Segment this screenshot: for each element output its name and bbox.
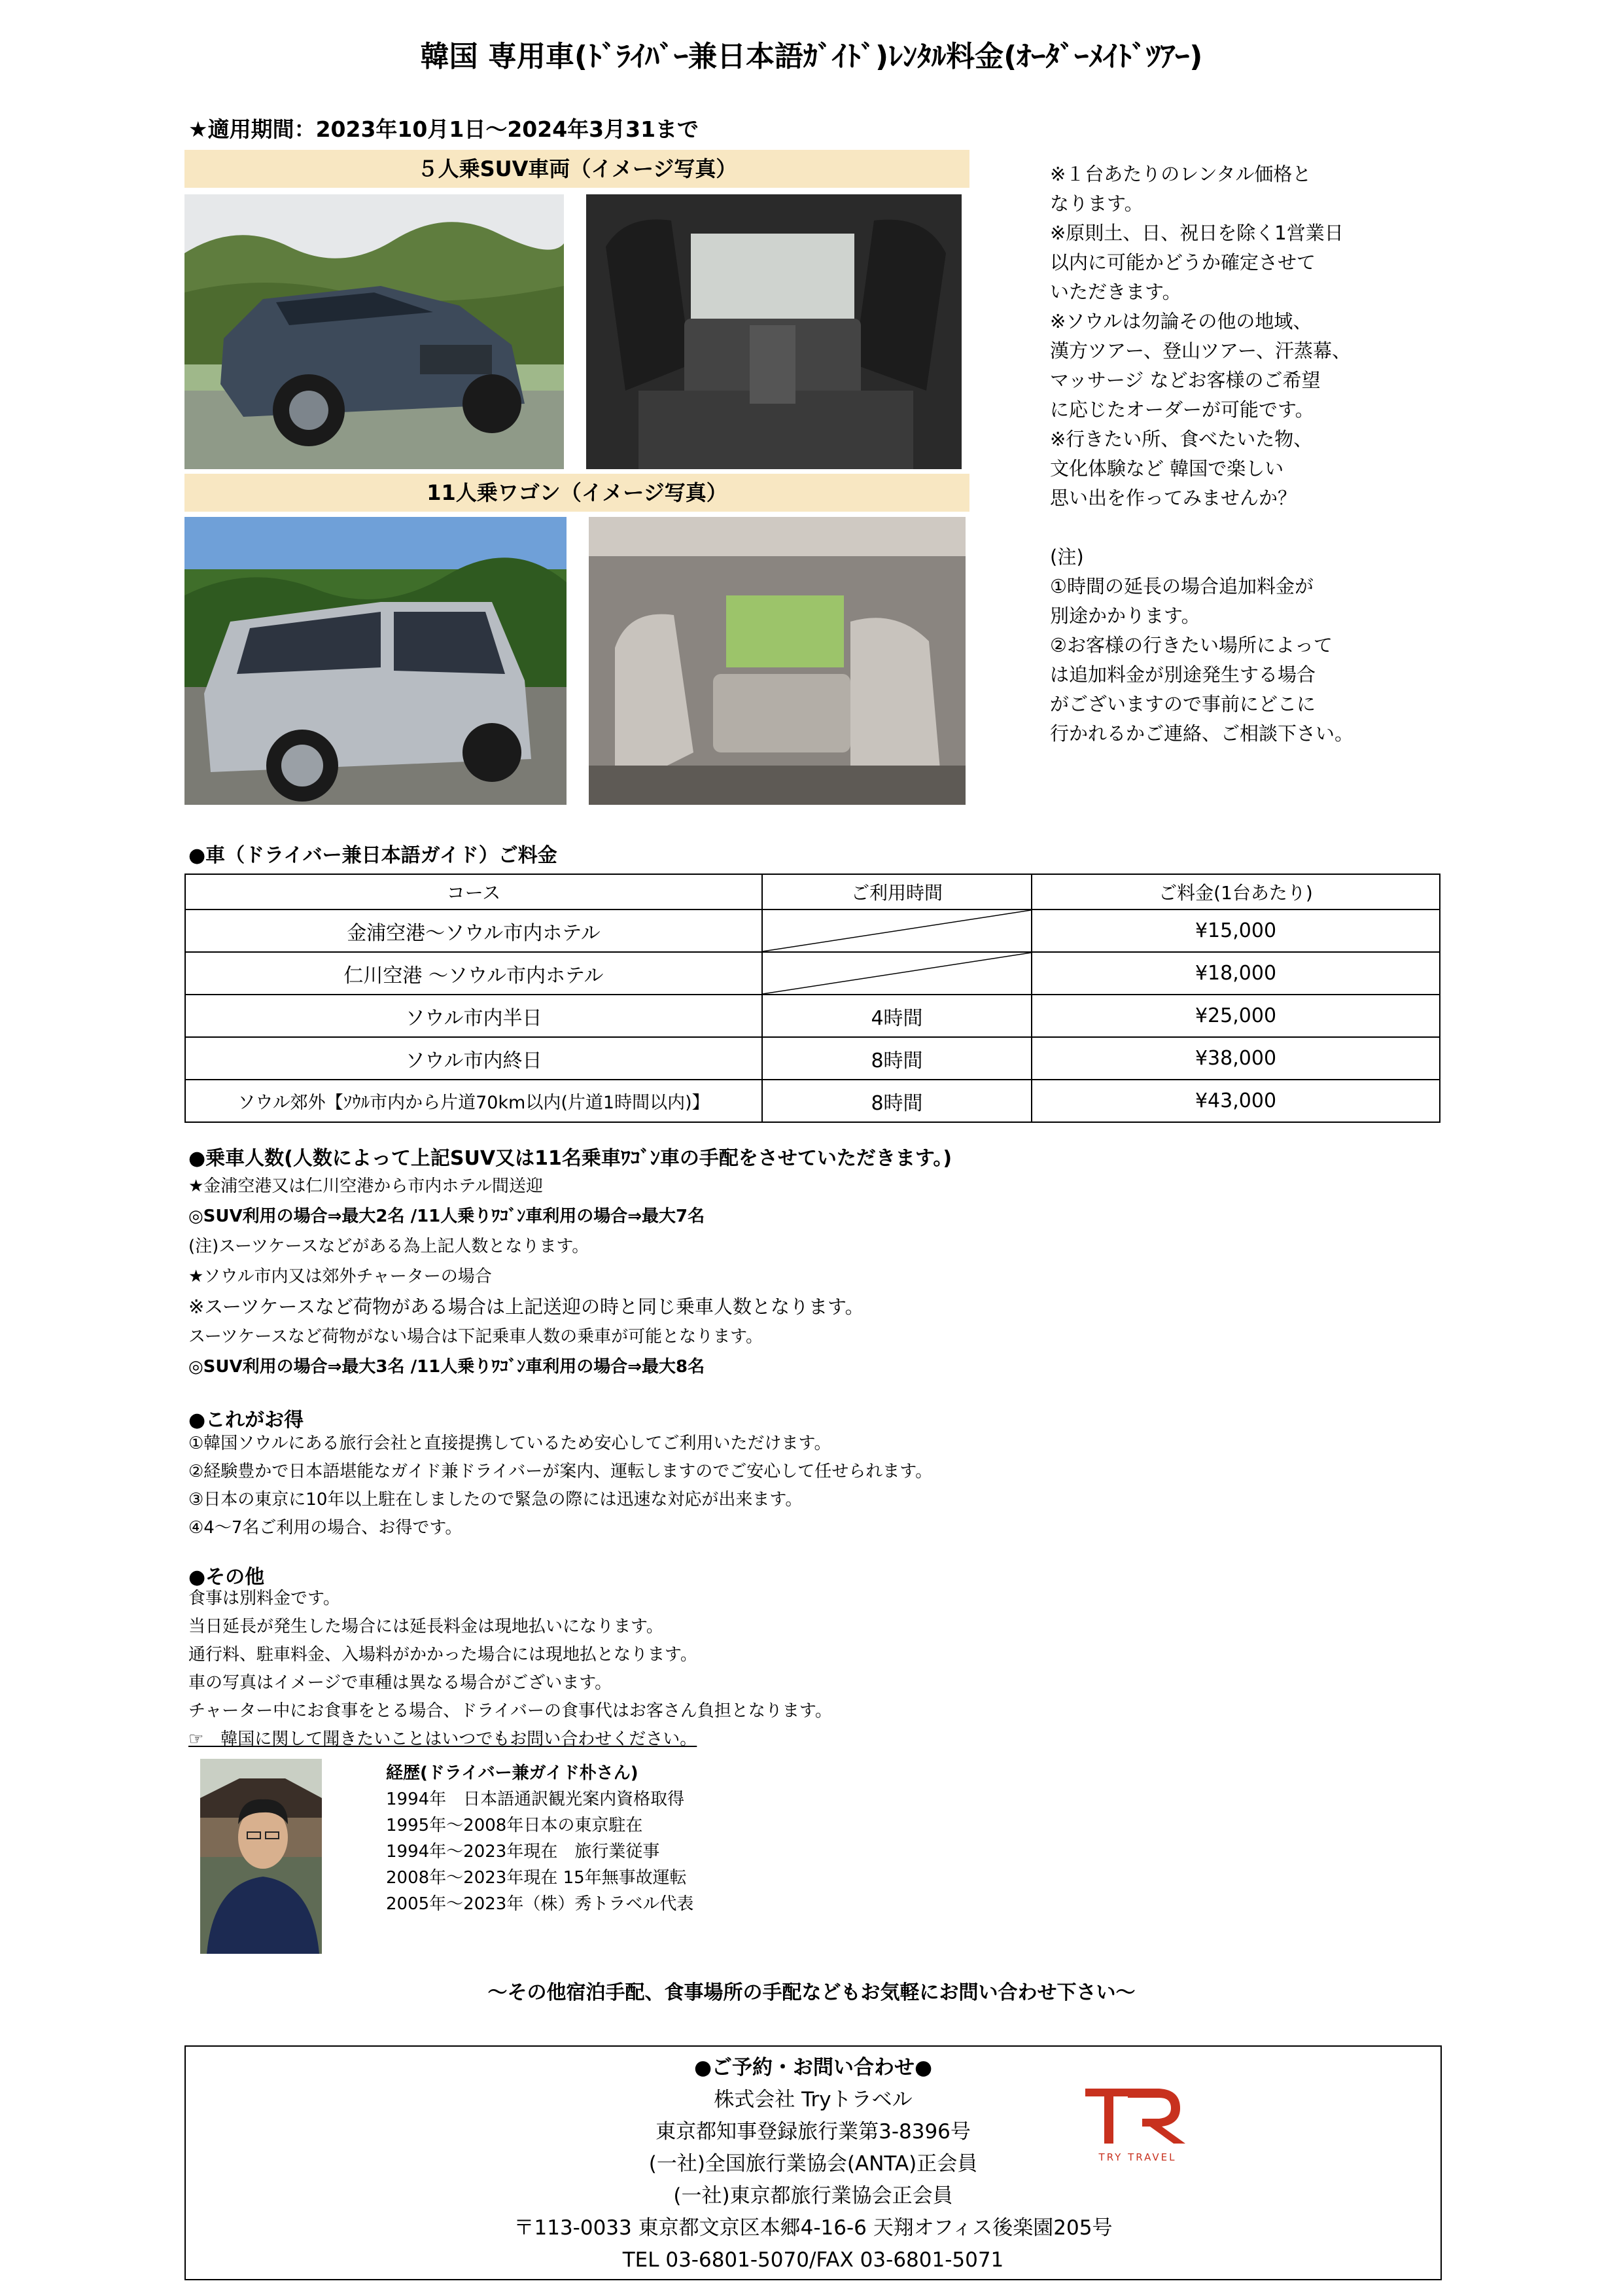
side-note-line: ②お客様の行きたい場所によって (1050, 634, 1333, 656)
others-body (188, 1585, 1431, 1754)
fee-table-header (185, 874, 1440, 910)
benefit-line: ③日本の東京に10年以上駐在しましたので緊急の際には迅速な対応が出来ます。 (188, 1490, 803, 1510)
side-note-line: 漢方ツアー、登山ツアー、汗蒸幕、 (1050, 340, 1351, 362)
table-row (185, 995, 1440, 1037)
others-line: チャーター中にお食事をとる場合、ドライバーの食事代はお客さん負担となります。 (188, 1701, 832, 1721)
inquiry-note-link[interactable]: ☞ 韓国に関して聞きたいことはいつでもお問い合わせください。 (188, 1729, 697, 1749)
profile-line: 2005年～2023年（株）秀トラベル代表 (386, 1894, 694, 1914)
others-line: 車の写真はイメージで車種は異なる場合がございます。 (188, 1673, 612, 1693)
side-note-line: は追加料金が別途発生する場合 (1050, 663, 1316, 686)
others-heading: ●その他 (188, 1566, 265, 1589)
benefit-line: ①韓国ソウルにある旅行会社と直接提携しているため安心してご利用いただけます。 (188, 1434, 831, 1453)
side-note-line: いただきます。 (1050, 281, 1181, 303)
profile-line: 1994年～2023年現在 旅行業従事 (386, 1842, 660, 1862)
side-note-line: (注) (1050, 546, 1084, 568)
course-cell: ソウル郊外【ｿｳﾙ市内から片道70km以内(片道1時間以内)】 (185, 1080, 762, 1122)
logo-text: TRY TRAVEL (1098, 2151, 1177, 2163)
others-line: 食事は別料金です。 (188, 1589, 340, 1608)
side-note-line: ①時間の延長の場合追加料金が (1050, 575, 1314, 597)
course-cell: 仁川空港 ～ソウル市内ホテル (185, 952, 762, 995)
side-note-line: がございますので事前にどこに (1050, 693, 1316, 715)
contact-heading: ●ご予約・お問い合わせ● (693, 2056, 933, 2079)
company-address: 〒113-0033 東京都文京区本郷4-16-6 天翔オフィス後楽園205号 (514, 2216, 1113, 2240)
profile-line: 2008年～2023年現在 15年無事故運転 (386, 1868, 687, 1888)
time-cell: 8時間 (762, 1037, 1032, 1080)
benefit-line: ②経験豊かで日本語堪能なガイド兼ドライバーが案内、運転しますのでご安心して任せられます。 (188, 1462, 933, 1481)
passengers-body (188, 1171, 1431, 1382)
passengers-line: ◎SUV利用の場合⇒最大3名 /11人乗りﾜｺﾞﾝ車利用の場合⇒最大8名 (188, 1357, 705, 1377)
price-cell: ¥18,000 (1032, 952, 1440, 995)
side-note-line: 行かれるかご連絡、ご相談下さい。 (1050, 722, 1354, 745)
column-header-time: ご利用時間 (762, 874, 1032, 910)
course-cell: ソウル市内終日 (185, 1037, 762, 1080)
profile-line: 1995年～2008年日本の東京駐在 (386, 1816, 643, 1835)
others-line: 通行料、駐車料金、入場料がかかった場合には現地払となります。 (188, 1645, 697, 1665)
phone-fax: TEL 03-6801-5070/FAX 03-6801-5071 (622, 2248, 1004, 2272)
wagon-photo-caption: 11人乗ワゴン（イメージ写真） (184, 474, 969, 512)
side-notes (1050, 160, 1416, 749)
side-note-line: に応じたオーダーが可能です。 (1050, 398, 1314, 421)
column-header-course: コース (185, 874, 762, 910)
column-header-price: ご料金(1台あたり) (1032, 874, 1440, 910)
benefit-line: ④4～7名ご利用の場合、お得です。 (188, 1518, 462, 1538)
time-cell-empty (762, 910, 1032, 952)
course-cell: ソウル市内半日 (185, 995, 762, 1037)
diagonal-slash (763, 910, 1031, 951)
wagon-exterior-photo (184, 517, 567, 805)
contact-box (184, 2045, 1442, 2280)
passengers-line: ◎SUV利用の場合⇒最大2名 /11人乗りﾜｺﾞﾝ車利用の場合⇒最大7名 (188, 1207, 705, 1226)
time-cell: 8時間 (762, 1080, 1032, 1122)
price-cell: ¥43,000 (1032, 1080, 1440, 1122)
time-cell: 4時間 (762, 995, 1032, 1037)
passengers-line: ※スーツケースなど荷物がある場合は上記送迎の時と同じ乗車人数となります。 (188, 1296, 864, 1318)
closing-message: ～その他宿泊手配、食事場所の手配などもお気軽にお問い合わせ下さい～ (487, 1981, 1136, 2004)
try-travel-logo (1082, 2083, 1193, 2162)
benefits-body (188, 1430, 1431, 1542)
others-line: 当日延長が発生した場合には延長料金は現地払いになります。 (188, 1617, 663, 1636)
side-note-line: 文化体験など 韓国で楽しい (1050, 457, 1284, 480)
try-travel-logo-icon (1082, 2083, 1193, 2149)
side-note-line: なります。 (1050, 192, 1143, 215)
price-cell: ¥25,000 (1032, 995, 1440, 1037)
time-cell-empty (762, 952, 1032, 995)
company-name: 株式会社 Tryトラベル (714, 2088, 913, 2111)
price-cell: ¥38,000 (1032, 1037, 1440, 1080)
price-cell: ¥15,000 (1032, 910, 1440, 952)
passengers-line: (注)スーツケースなどがある為上記人数となります。 (188, 1237, 589, 1256)
fee-section-heading: ●車（ドライバー兼日本語ガイド）ご料金 (188, 844, 557, 867)
side-note-line: ※１台あたりのレンタル価格と (1050, 163, 1312, 185)
course-cell: 金浦空港～ソウル市内ホテル (185, 910, 762, 952)
profile-heading: 経歴(ドライバー兼ガイド朴さん) (386, 1763, 638, 1783)
side-note-line: ※行きたい所、食べたいた物、 (1050, 428, 1313, 450)
passengers-heading: ●乗車人数(人数によって上記SUV又は11名乗車ﾜｺﾞﾝ車の手配をさせていただきます。) (188, 1147, 952, 1170)
passengers-line: ★金浦空港又は仁川空港から市内ホテル間送迎 (188, 1176, 544, 1196)
side-note-line: 思い出を作ってみませんか？ (1050, 487, 1297, 509)
table-row (185, 1037, 1440, 1080)
association-membership: (一社)全国旅行業協会(ANTA)正会員 (648, 2152, 978, 2176)
wagon-interior-photo (589, 517, 966, 805)
fee-table (184, 874, 1440, 1123)
passengers-line: ★ソウル市内又は郊外チャーターの場合 (188, 1267, 492, 1286)
diagonal-slash (763, 953, 1031, 994)
side-note-line (1050, 513, 1416, 542)
side-note-line: マッサージ などお客様のご希望 (1050, 369, 1321, 391)
applicable-period: ★適用期間：2023年10月1日～2024年3月31まで (188, 116, 699, 142)
association-membership: (一社)東京都旅行業協会正会員 (673, 2184, 953, 2208)
side-note-line: 以内に可能かどうか確定させて (1050, 251, 1316, 274)
profile-line: 1994年 日本語通訳観光案内資格取得 (386, 1790, 685, 1809)
suv-photo-caption: ５人乗SUV車両（イメージ写真） (184, 150, 969, 188)
driver-portrait-photo (200, 1759, 322, 1954)
side-note-line: ※ソウルは勿論その他の地域、 (1050, 310, 1312, 332)
table-row (185, 952, 1440, 995)
table-row (185, 910, 1440, 952)
registration-number: 東京都知事登録旅行業第3-8396号 (655, 2120, 971, 2144)
side-note-line: ※原則土、日、祝日を除く1営業日 (1050, 222, 1344, 244)
profile-block (386, 1760, 975, 1917)
contact-lines (186, 2047, 1440, 2276)
passengers-line: スーツケースなど荷物がない場合は下記乗車人数の乗車が可能となります。 (188, 1327, 763, 1347)
page-title: 韓国 専用車(ﾄﾞﾗｲﾊﾞｰ兼日本語ｶﾞｲﾄﾞ)ﾚﾝﾀﾙ料金(ｵｰﾀﾞｰﾒｲﾄﾞﾂｱｰ) (420, 40, 1203, 73)
benefits-heading: ●これがお得 (188, 1409, 304, 1432)
table-row (185, 1080, 1440, 1122)
side-note-line: 別途かかります。 (1050, 605, 1200, 627)
suv-interior-photo (586, 194, 962, 469)
suv-exterior-photo (184, 194, 564, 469)
